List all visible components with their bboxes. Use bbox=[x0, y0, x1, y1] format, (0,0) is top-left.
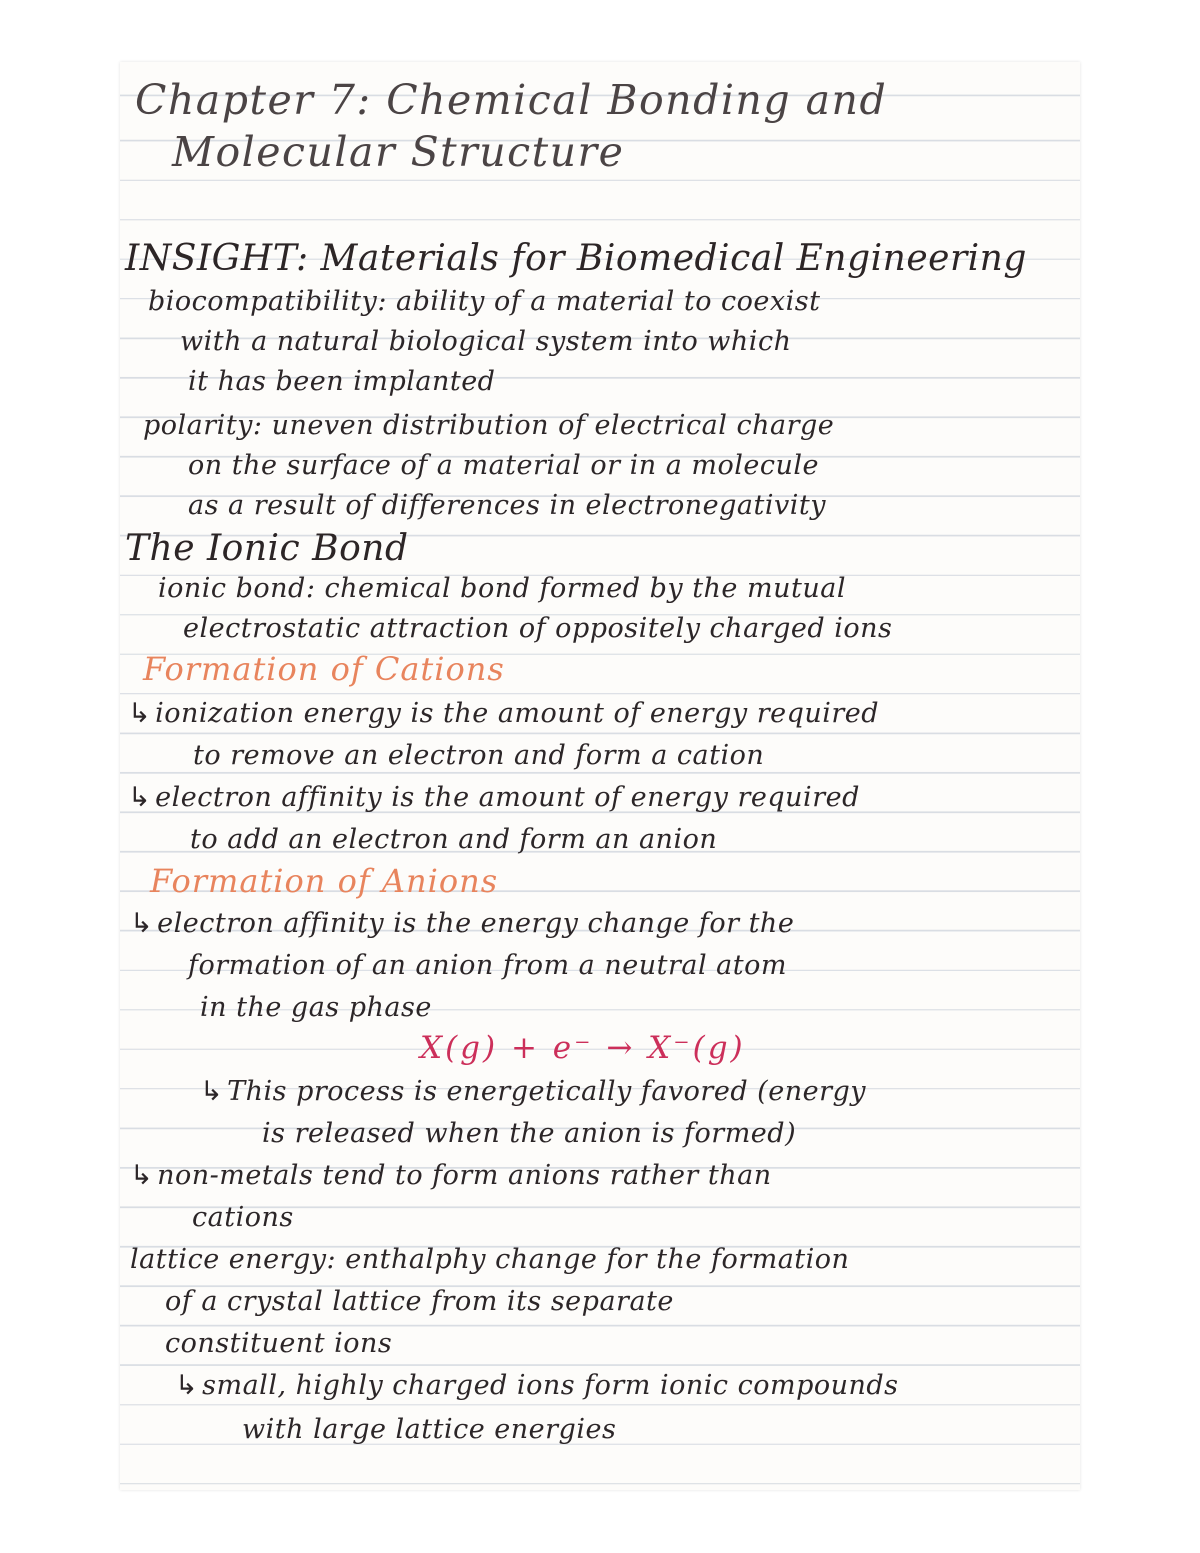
ionization-energy-note: ↳ ionization energy is the amount of energy required bbox=[128, 698, 880, 729]
insight-heading: INSIGHT: Materials for Biomedical Engineering bbox=[125, 238, 1027, 279]
polarity-definition-cont: as a result of differences in electronegativity bbox=[188, 490, 827, 521]
electron-affinity-note-cont: to add an electron and form an anion bbox=[190, 824, 718, 855]
arrow-icon: ↳ bbox=[128, 782, 152, 813]
lattice-energy-definition-cont: of a crystal lattice from its separate bbox=[165, 1286, 674, 1317]
non-metals-note: ↳ non-metals tend to form anions rather than bbox=[130, 1160, 772, 1191]
energetically-favored-note-cont: is released when the anion is formed) bbox=[262, 1118, 797, 1149]
biocompatibility-definition-cont: it has been implanted bbox=[188, 366, 496, 397]
ionization-energy-note-cont: to remove an electron and form a cation bbox=[193, 740, 765, 771]
biocompatibility-definition: biocompatibility: ability of a material to coexist bbox=[148, 286, 821, 317]
lattice-energy-definition-cont: constituent ions bbox=[165, 1328, 393, 1359]
chapter-title-line-2: Molecular Structure bbox=[172, 128, 625, 176]
polarity-definition: polarity: uneven distribution of electrical charge bbox=[143, 410, 835, 441]
ionic-bond-definition-cont: electrostatic attraction of oppositely charged ions bbox=[183, 613, 893, 644]
electron-affinity-anion-note-cont: in the gas phase bbox=[200, 992, 432, 1023]
arrow-icon: ↳ bbox=[175, 1370, 199, 1401]
lattice-energy-definition: lattice energy: enthalphy change for the formation bbox=[130, 1244, 850, 1275]
biocompatibility-definition-cont: with a natural biological system into which bbox=[180, 326, 792, 357]
polarity-definition-cont: on the surface of a material or in a molecule bbox=[188, 450, 819, 481]
arrow-icon: ↳ bbox=[130, 1160, 154, 1191]
electron-affinity-note: ↳ electron affinity is the amount of energy required bbox=[128, 782, 860, 813]
arrow-icon: ↳ bbox=[200, 1076, 224, 1107]
cations-heading: Formation of Cations bbox=[143, 650, 505, 688]
small-ions-note: ↳ small, highly charged ions form ionic compounds bbox=[175, 1370, 899, 1401]
chapter-title-line-1: Chapter 7: Chemical Bonding and bbox=[135, 76, 888, 124]
arrow-icon: ↳ bbox=[128, 698, 152, 729]
anions-heading: Formation of Anions bbox=[150, 862, 499, 900]
ionic-bond-heading: The Ionic Bond bbox=[125, 528, 409, 569]
electron-affinity-anion-note: ↳ electron affinity is the energy change for the bbox=[130, 908, 795, 939]
non-metals-note-cont: cations bbox=[192, 1202, 294, 1233]
energetically-favored-note: ↳ This process is energetically favored (energy bbox=[200, 1076, 867, 1107]
anion-formation-equation: X(g) + e⁻ → X⁻(g) bbox=[420, 1030, 746, 1066]
arrow-icon: ↳ bbox=[130, 908, 154, 939]
electron-affinity-anion-note-cont: formation of an anion from a neutral atom bbox=[188, 950, 787, 981]
small-ions-note-cont: with large lattice energies bbox=[242, 1414, 617, 1445]
ionic-bond-definition: ionic bond: chemical bond formed by the mutual bbox=[158, 573, 846, 604]
